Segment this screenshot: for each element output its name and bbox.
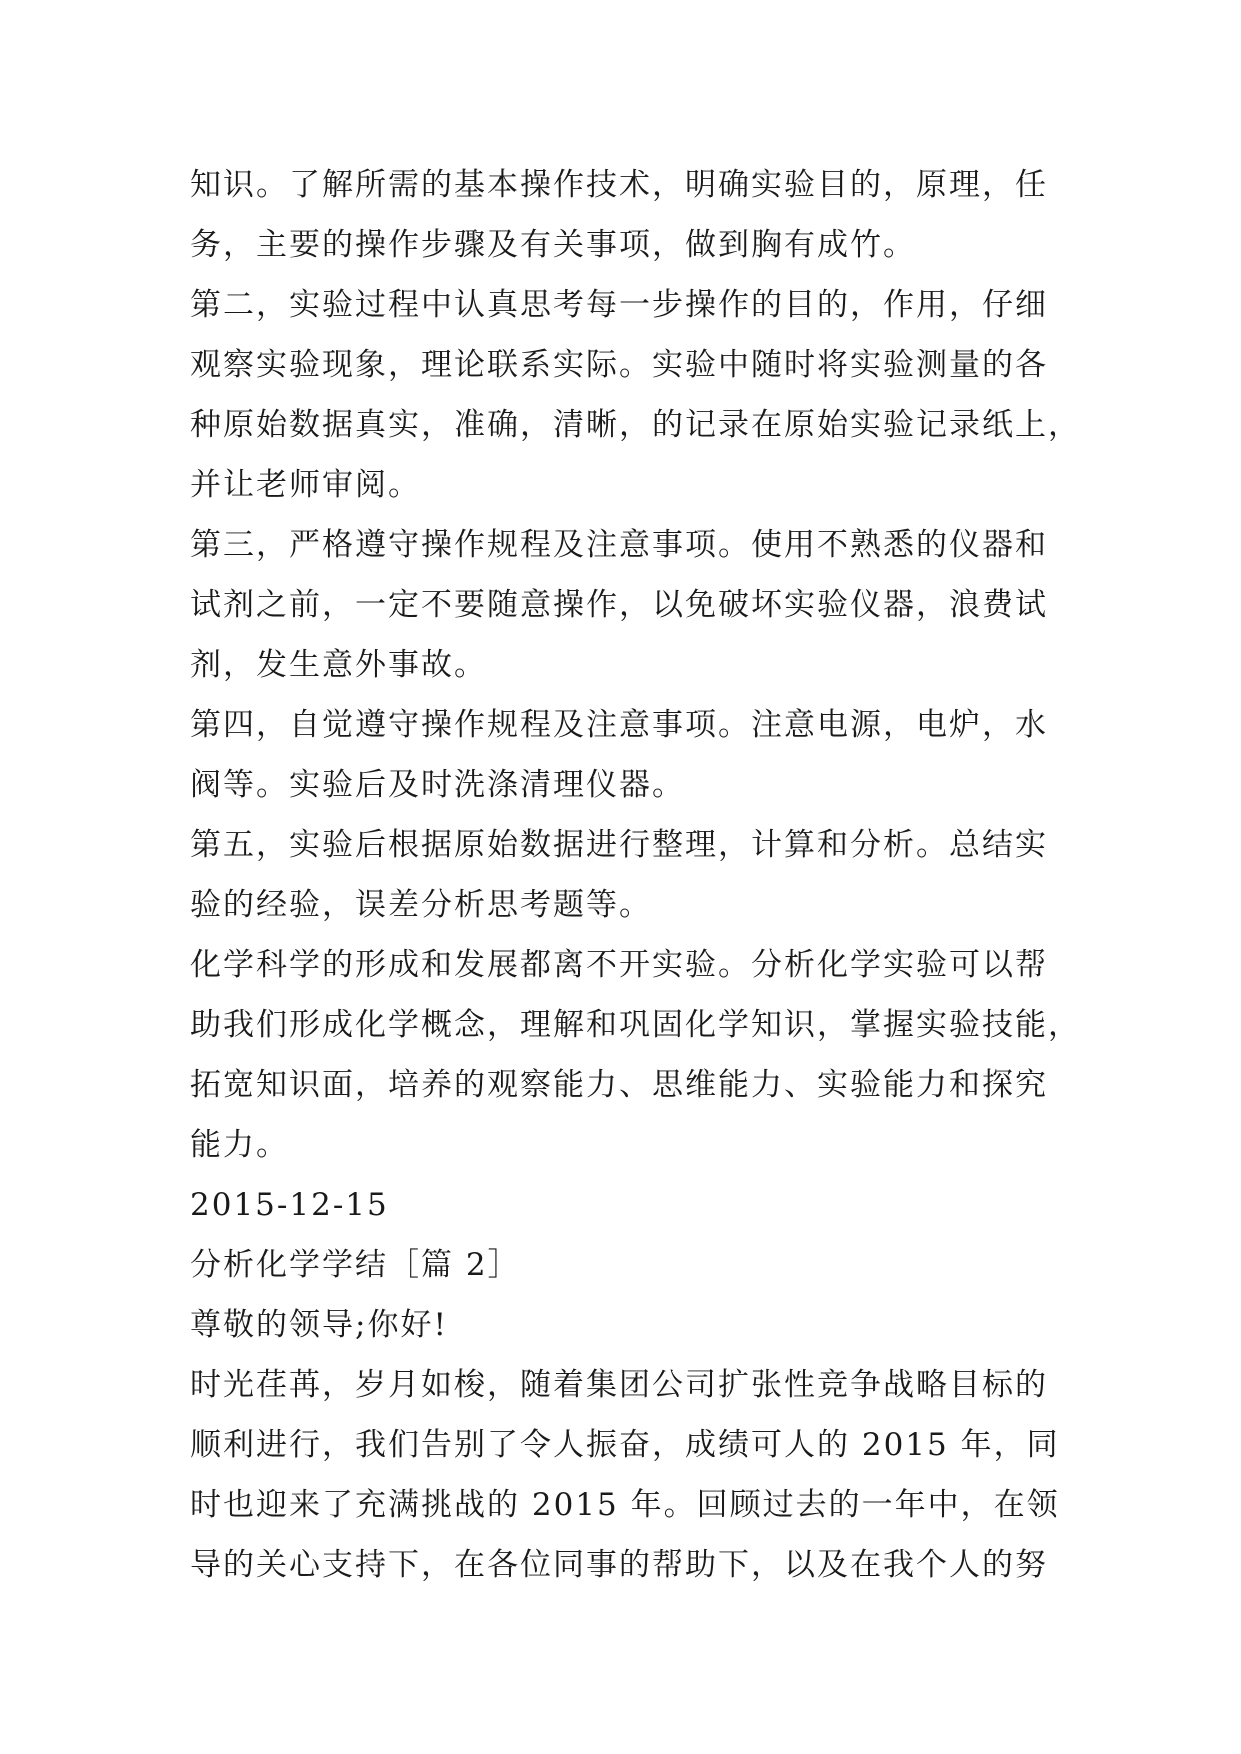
text-line: 助我们形成化学概念，理解和巩固化学知识，掌握实验技能，: [190, 1007, 1081, 1043]
text-line: 第五，实验后根据原始数据进行整理，计算和分析。总结实: [190, 827, 1048, 863]
text-line: 验的经验，误差分析思考题等。: [190, 887, 652, 923]
text-line: 务，主要的操作步骤及有关事项，做到胸有成竹。: [190, 227, 916, 263]
text-line: 试剂之前，一定不要随意操作，以免破坏实验仪器，浪费试: [190, 587, 1048, 623]
text-line: 阀等。实验后及时洗涤清理仪器。: [190, 767, 685, 803]
text-line: 第三，严格遵守操作规程及注意事项。使用不熟悉的仪器和: [190, 527, 1048, 563]
text-line: 导的关心支持下，在各位同事的帮助下，以及在我个人的努: [190, 1547, 1048, 1583]
text-line: 剂，发生意外事故。: [190, 647, 487, 683]
text-line: 时也迎来了充满挑战的 2015 年。回顾过去的一年中，在领: [190, 1487, 1060, 1523]
text-line: 第二，实验过程中认真思考每一步操作的目的，作用，仔细: [190, 287, 1048, 323]
text-line: 观察实验现象，理论联系实际。实验中随时将实验测量的各: [190, 347, 1048, 383]
text-line: 能力。: [190, 1127, 289, 1163]
section-heading: 分析化学学结［篇 2］: [190, 1247, 521, 1283]
text-line: 知识。了解所需的基本操作技术，明确实验目的，原理，任: [190, 167, 1048, 203]
text-line: 化学科学的形成和发展都离不开实验。分析化学实验可以帮: [190, 947, 1048, 983]
salutation: 尊敬的领导;你好!: [190, 1307, 448, 1343]
text-line: 种原始数据真实，准确，清晰，的记录在原始实验记录纸上，: [190, 407, 1081, 443]
text-line: 并让老师审阅。: [190, 467, 421, 503]
document-body: [190, 155, 1081, 1595]
text-line: 时光荏苒，岁月如梭，随着集团公司扩张性竞争战略目标的: [190, 1367, 1048, 1403]
text-line: 第四，自觉遵守操作规程及注意事项。注意电源，电炉，水: [190, 707, 1048, 743]
date-line: 2015-12-15: [190, 1187, 389, 1223]
text-line: 顺利进行，我们告别了令人振奋，成绩可人的 2015 年，同: [190, 1427, 1060, 1463]
text-line: 拓宽知识面，培养的观察能力、思维能力、实验能力和探究: [190, 1067, 1048, 1103]
